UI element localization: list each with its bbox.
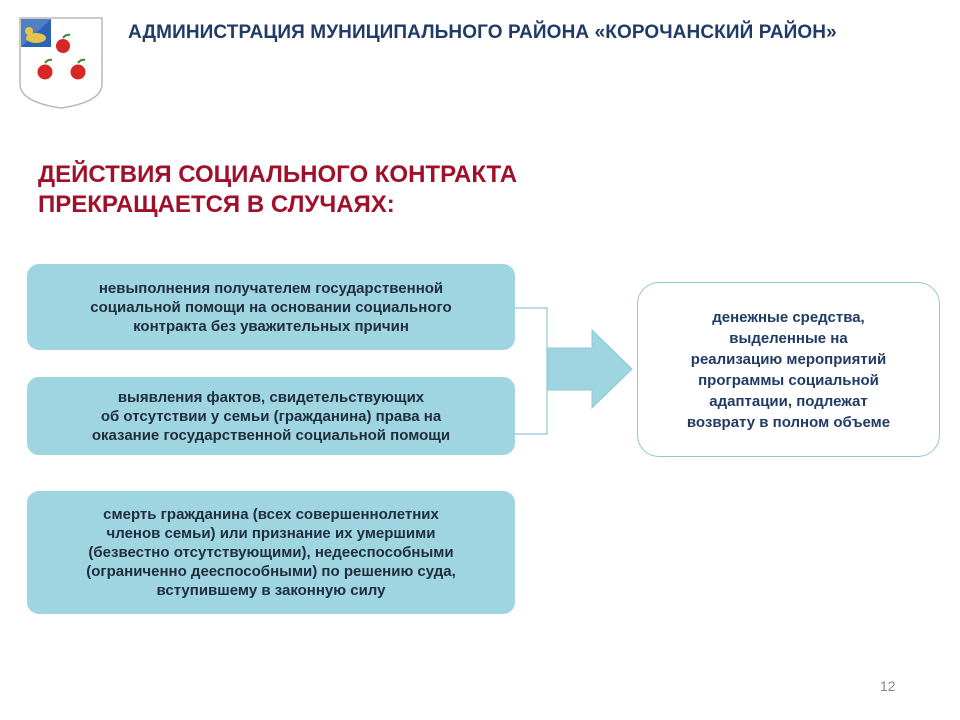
condition-2-line: об отсутствии у семьи (гражданина) права на: [100, 407, 442, 425]
result-line: возврату в полном объеме: [686, 413, 891, 431]
condition-2-line: выявления фактов, свидетельствующих: [117, 388, 425, 406]
coat-of-arms-icon: [18, 16, 104, 110]
heading-line-1: ДЕЙСТВИЯ СОЦИАЛЬНОГО КОНТРАКТА: [38, 161, 518, 188]
result-box: [637, 282, 940, 457]
condition-2-line: оказание государственной социальной помощи: [91, 426, 451, 444]
condition-3-line: вступившему в законную силу: [156, 582, 386, 599]
page-number: 12: [880, 678, 896, 694]
result-line: реализацию мероприятий: [690, 350, 887, 368]
result-line: выделенные на: [729, 329, 848, 347]
condition-box-3: [27, 491, 515, 614]
condition-3-line: (ограниченно дееспособными) по решению суда,: [86, 563, 456, 580]
result-line: денежные средства,: [712, 308, 865, 326]
condition-box-2: [27, 377, 515, 455]
condition-3-line: смерть гражданина (всех совершеннолетних: [103, 506, 439, 523]
condition-3-line: (безвестно отсутствующими), недееспособными: [88, 544, 454, 561]
result-line: программы социальной: [698, 371, 879, 389]
condition-1-line: невыполнения получателем государственной: [98, 279, 444, 297]
header-title: АДМИНИСТРАЦИЯ МУНИЦИПАЛЬНОГО РАЙОНА «КОРОЧАНСКИЙ РАЙОН»: [128, 22, 837, 43]
right-arrow-icon: [547, 330, 632, 408]
condition-1-line: социальной помощи на основании социального: [90, 298, 452, 316]
heading-line-2: ПРЕКРАЩАЕТСЯ В СЛУЧАЯХ:: [38, 191, 395, 218]
condition-1-line: контракта без уважительных причин: [133, 317, 409, 335]
condition-box-1: [27, 264, 515, 350]
page-heading: [38, 160, 678, 220]
result-line: адаптации, подлежат: [709, 392, 868, 410]
condition-3-line: членов семьи) или признание их умершими: [106, 525, 436, 542]
